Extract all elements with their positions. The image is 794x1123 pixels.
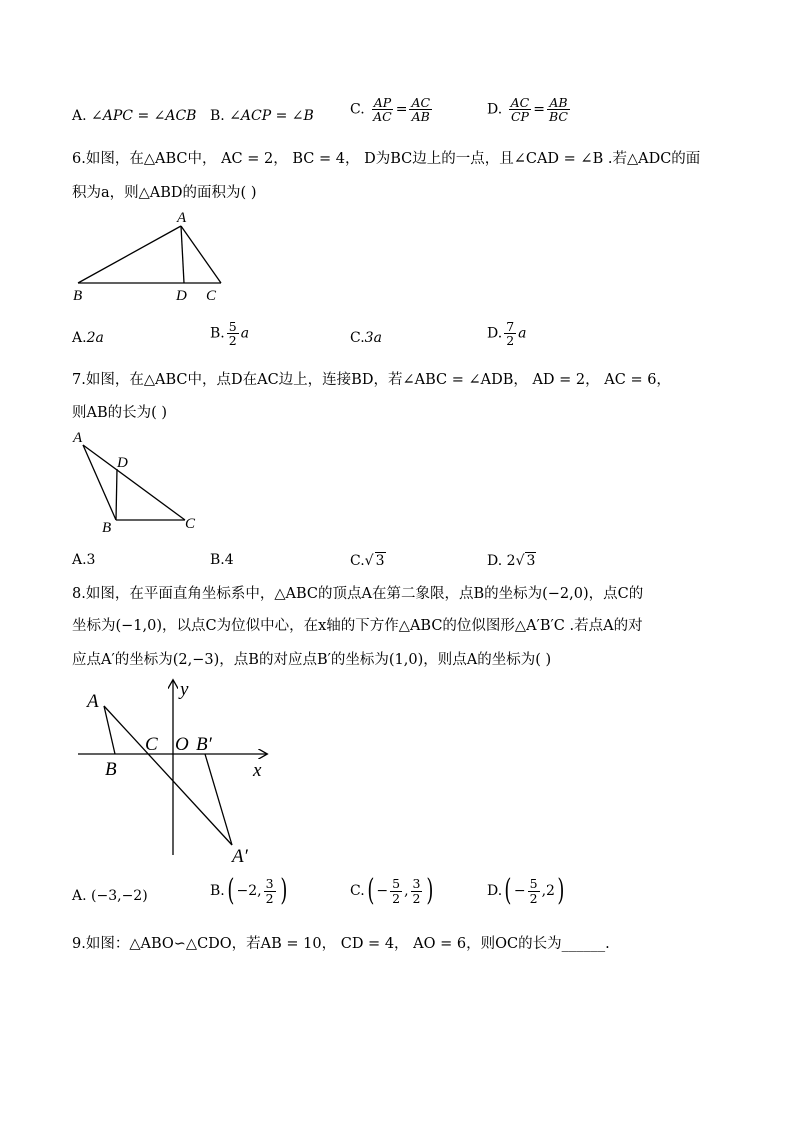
q6-label-a: A — [177, 210, 187, 226]
q5-option-b: B. ∠ACP = ∠B — [210, 108, 314, 124]
q7-figure — [70, 425, 210, 537]
q7-stem-line1: 7.如图，在△ABC中，点D在AC边上，连接BD，若∠ABC = ∠ADB， AD = 2， AC = 6， — [72, 372, 671, 388]
q8-stem-line3: 应点A′的坐标为(2,−3)，点B的对应点B′的坐标为(1,0)，则点A的坐标为( ) — [72, 652, 552, 668]
q8-label-a: A — [87, 691, 99, 712]
q7-label-c: C — [185, 516, 196, 532]
q8-label-y: y — [180, 679, 189, 700]
q6-label-d: D — [176, 288, 187, 304]
q7-label-d: D — [117, 455, 128, 471]
q8-option-c: C. ( − $\frac{5}{2}$ , $\frac{3}{2}$ ) — [350, 873, 434, 908]
q8-label-b: B — [105, 759, 117, 780]
q6-option-d: D. $\frac{7}{2}$ a — [487, 319, 527, 349]
q5-option-d: D. $\frac{AC}{CP}$ = $\frac{AB}{BC}$ — [487, 95, 568, 125]
q6-label-b: B — [73, 288, 83, 304]
q8-label-o: O — [175, 734, 189, 755]
q8-label-c: C — [145, 734, 158, 755]
q7-option-b: B.4 — [210, 552, 234, 568]
q6-figure — [70, 205, 230, 305]
q7-stem-line2: 则AB的长为( ) — [72, 405, 168, 421]
q6-option-a: A.2a — [72, 330, 104, 346]
q7-option-a: A.3 — [72, 552, 96, 568]
q8-option-a: A. (−3,−2) — [72, 888, 148, 904]
q6-option-b: B. $\frac{5}{2}$ a — [210, 319, 250, 349]
q8-option-b: B. ( −2, $\frac{3}{2}$ ) — [210, 873, 287, 908]
q7-label-a: A — [73, 430, 83, 446]
q8-label-bprime: B′ — [196, 734, 212, 755]
q6-label-c: C — [206, 288, 217, 304]
q7-option-d: D. 2√ 3 — [487, 553, 536, 569]
q8-option-d: D. ( − $\frac{5}{2}$ ,2 ) — [487, 873, 565, 908]
q7-option-c: C.√ 3 — [350, 553, 385, 569]
q5-option-a: A. ∠APC = ∠ACB — [72, 108, 197, 124]
q6-stem-line2: 积为a，则△ABD的面积为( ) — [72, 185, 257, 201]
q8-stem-line2: 坐标为(−1,0)，以点C为位似中心，在x轴的下方作△ABC的位似图形△A′B′C .若点A的对 — [72, 618, 643, 634]
q9-stem-line1: 9.如图：△ABO∽△CDO，若AB = 10， CD = 4， AO = 6，则OC的长为______. — [72, 936, 610, 952]
q7-label-b: B — [102, 520, 112, 536]
q6-stem-line1: 6.如图，在△ABC中， AC = 2， BC = 4， D为BC边上的一点，且∠CAD = ∠B .若△ADC的面 — [72, 151, 701, 167]
q6-option-c: C.3a — [350, 330, 382, 346]
q5-option-c: C. $\frac{AP}{AC}$ = $\frac{AC}{AB}$ — [350, 95, 431, 125]
q8-stem-line1: 8.如图，在平面直角坐标系中，△ABC的顶点A在第二象限，点B的坐标为(−2,0)，点C的 — [72, 586, 644, 602]
q8-figure — [70, 673, 280, 871]
q8-label-aprime: A′ — [232, 846, 248, 867]
q8-label-x: x — [253, 760, 262, 781]
